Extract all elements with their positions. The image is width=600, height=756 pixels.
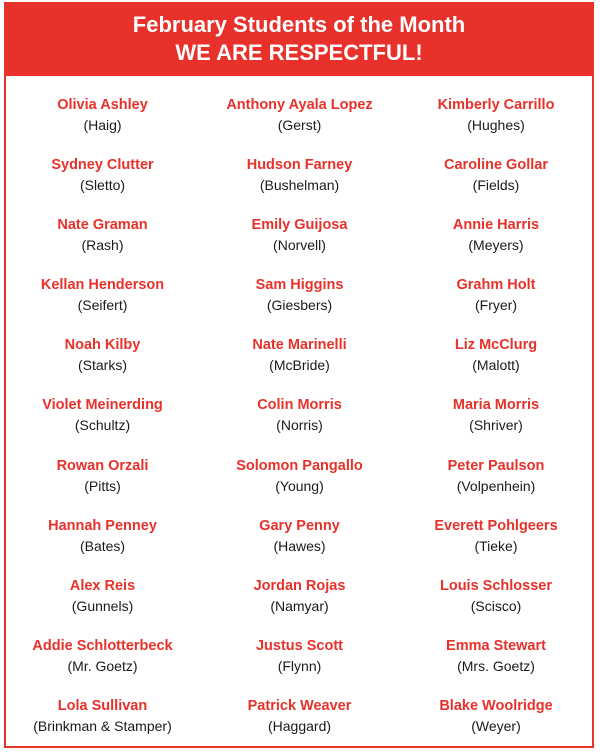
student-name: Olivia Ashley [57,97,148,113]
student-entry [4,576,201,636]
teacher-name: (Rash) [81,237,124,254]
student-entry [201,215,398,275]
header-banner [4,2,594,76]
teacher-name: (Starks) [78,357,127,374]
teacher-name: (Gerst) [277,117,322,133]
teacher-name: (Weyer) [471,717,521,734]
teacher-name: (Flynn) [277,657,322,674]
student-entry [4,155,201,215]
student-grid [4,95,594,756]
student-name: Rowan Orzali [56,457,149,474]
teacher-name: (Young) [275,477,324,494]
teacher-name: (Meyers) [468,237,524,254]
teacher-name: (Tieke) [474,537,518,554]
student-entry [398,456,594,516]
student-name: Annie Harris [452,217,540,234]
student-name: Alex Reis [69,577,136,594]
student-entry [398,275,594,335]
student-name: Caroline Gollar [444,157,548,174]
teacher-name: (Sletto) [79,177,126,194]
student-entry [201,275,398,335]
student-entry [201,516,398,576]
student-entry [398,636,594,696]
teacher-name: (Fryer) [475,297,517,314]
teacher-name: (Schultz) [74,417,131,434]
teacher-name: (Giesbers) [266,297,333,314]
student-entry [398,155,594,215]
student-name: Grahm Holt [456,277,536,294]
student-name: Nate Graman [57,217,148,234]
page-title: February Students of the Month [132,12,466,37]
teacher-name: (Volpenhein) [456,477,536,494]
page-subtitle: WE ARE RESPECTFUL! [175,40,423,65]
student-entry [201,636,398,696]
student-name: Nate Marinelli [252,337,347,354]
teacher-name: (Norvell) [273,237,326,254]
student-name: Everett Pohlgeers [434,517,558,534]
teacher-name: (Pitts) [84,477,121,494]
student-entry [4,636,201,696]
teacher-name: (Namyar) [270,597,329,614]
student-name: Solomon Pangallo [236,457,363,474]
teacher-name: (Norris) [276,417,323,434]
teacher-name: (Mr. Goetz) [67,657,138,674]
student-name: Hannah Penney [48,517,157,534]
teacher-name: (Haig) [83,117,122,133]
teacher-name: (Seifert) [77,297,128,314]
student-entry [4,516,201,576]
student-name: Lola Sullivan [57,697,148,714]
student-name: Liz McClurg [454,337,538,354]
student-name: Gary Penny [259,517,340,534]
student-entry [398,335,594,395]
teacher-name: (Scisco) [470,597,522,614]
student-entry [398,395,594,455]
teacher-name: (Shriver) [469,417,523,434]
student-name: Violet Meinerding [42,397,163,414]
student-name: Emily Guijosa [251,217,348,234]
student-entry [4,215,201,275]
student-entry [201,576,398,636]
student-entry [4,456,201,516]
student-name: Anthony Ayala Lopez [226,97,373,113]
teacher-name: (Hawes) [273,537,326,554]
student-name: Noah Kilby [64,337,141,354]
student-entry [201,335,398,395]
student-entry [4,395,201,455]
student-name: Justus Scott [255,637,343,654]
student-name: Sam Higgins [255,277,344,294]
teacher-name: (Bates) [79,537,126,554]
student-name: Addie Schlotterbeck [32,637,173,654]
student-name: Colin Morris [257,397,342,414]
student-name: Louis Schlosser [439,577,552,594]
student-name: Emma Stewart [446,637,546,654]
teacher-name: (McBride) [269,357,330,374]
student-entry [4,275,201,335]
student-entry [201,155,398,215]
teacher-name: (Haggard) [267,717,332,734]
teacher-name: (Bushelman) [259,177,340,194]
student-entry [398,95,594,155]
student-entry [201,95,398,155]
teacher-name: (Malott) [472,357,520,374]
student-entry [4,95,201,155]
teacher-name: (Brinkman & Stamper) [33,717,172,734]
teacher-name: (Mrs. Goetz) [457,657,535,674]
student-name: Peter Paulson [447,457,545,474]
teacher-name: (Gunnels) [71,597,134,614]
student-entry [4,335,201,395]
student-name: Sydney Clutter [51,157,154,174]
student-name: Blake Woolridge [439,697,553,714]
student-name: Kimberly Carrillo [437,97,555,113]
teacher-name: (Hughes) [467,117,525,133]
student-name: Hudson Farney [246,157,353,174]
student-name: Maria Morris [452,397,540,414]
teacher-name: (Fields) [472,177,520,194]
student-name: Patrick Weaver [247,697,352,714]
student-name: Jordan Rojas [253,577,346,594]
student-entry [201,456,398,516]
student-entry [398,576,594,636]
student-name: Kellan Henderson [40,277,165,294]
student-entry [398,516,594,576]
student-entry [201,395,398,455]
student-entry [398,215,594,275]
